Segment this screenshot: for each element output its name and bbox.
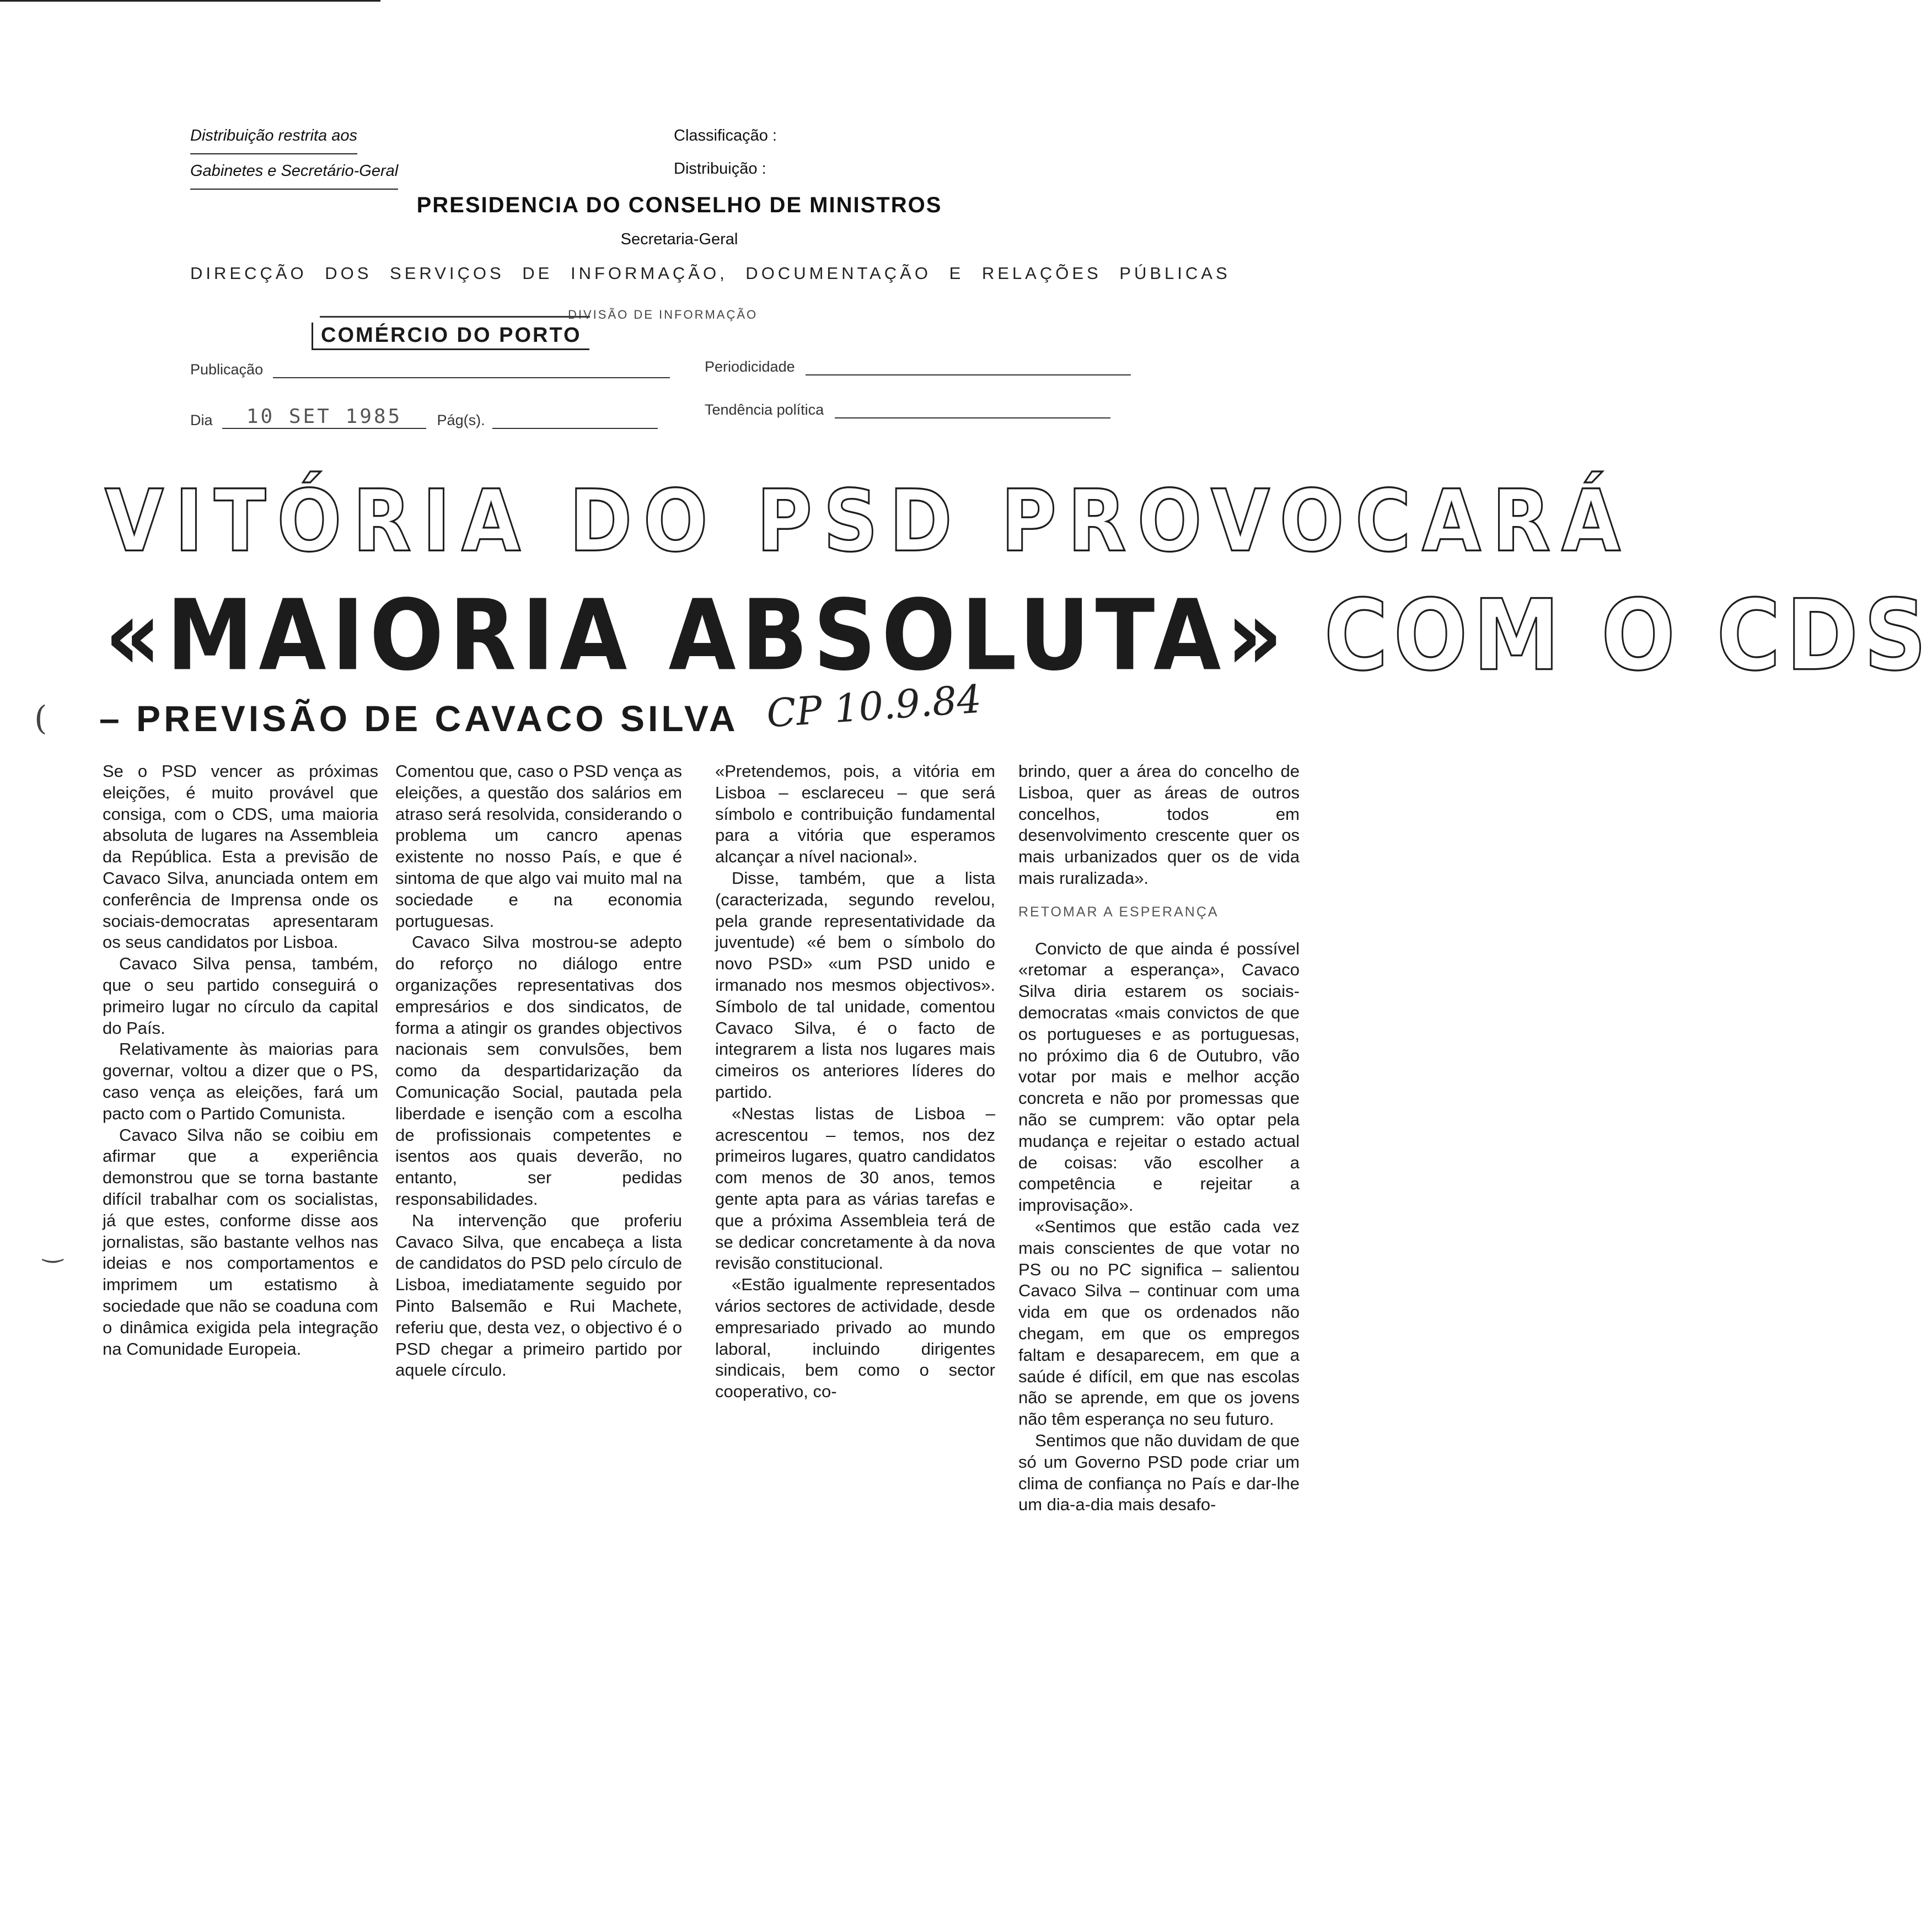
- periodicidade-field: [705, 358, 1131, 375]
- tendencia-line: [835, 417, 1110, 418]
- paragraph: Comentou que, caso o PSD vença as eleições, a questão dos salários em atraso será resolvida, considerando o problema um cancro apenas existente no nosso País, e que é sintoma de que algo vai muito mal na sociedade e na economia portuguesas.: [395, 761, 682, 931]
- periodicidade-line: [806, 374, 1131, 375]
- distribution-line-2: Gabinetes e Secretário-Geral: [190, 154, 398, 190]
- dia-value: 10 SET 1985: [246, 405, 402, 428]
- paragraph: Relativamente às maiorias para governar, voltou a dizer que o PS, caso vença as eleições, fará um pacto com o Partido Comunista.: [103, 1039, 378, 1123]
- divisao-label: DIVISÃO DE INFORMAÇÃO: [568, 308, 758, 321]
- handwritten-note: CP 10.9.84: [765, 676, 983, 737]
- top-border-line: [0, 0, 380, 2]
- tendencia-field: [705, 401, 1110, 418]
- headline-line-2-bold: «MAIORIA ABSOLUTA»: [105, 579, 1289, 693]
- divider: [320, 316, 590, 318]
- pags-label: Pág(s).: [437, 412, 485, 428]
- classification-block: [674, 119, 777, 185]
- paragraph: Na intervenção que proferiu Cavaco Silva, que encabeça a lista de candidatos do PSD pelo círculo de Lisboa, imediatamente seguido por Pinto Balsemão e Rui Machete, referiu que, desta vez, o objectivo é o PSD chegar a primeiro partido por aquele círculo.: [395, 1210, 682, 1380]
- paragraph: Cavaco Silva mostrou-se adepto do reforço no diálogo entre organizações representativas dos empresários e dos sindicatos, de forma a atingir os grandes objectivos nacionais sem convulsões, bem como da despartidarização da Comunicação Social, pautada pela liberdade e isenção com a escolha de profissionais competentes e isentos aos quais deverão, no entanto, ser pedidas responsabilidades.: [395, 932, 682, 1209]
- paragraph: brindo, quer a área do concelho de Lisboa, quer as áreas de outros concelhos, todos em desenvolvimento crescente quer os mais urbanizados quer os de vida mais ruralizada».: [1018, 761, 1300, 888]
- section-subheading: RETOMAR A ESPERANÇA: [1018, 904, 1219, 920]
- headline-line-3: – PREVISÃO DE CAVACO SILVA: [99, 698, 739, 739]
- paragraph: «Pretendemos, pois, a vitória em Lisboa – esclareceu – que será símbolo e contribuição fundamental para a vitória que esperamos alcançar a nível nacional».: [715, 761, 995, 867]
- paragraph: Cavaco Silva não se coibiu em afirmar que a experiência demonstrou que se torna bastante difícil trabalhar com os socialistas, já que estes, conforme disse aos jornalistas, são bastante velhos nas ideias e nos comportamentos e imprimem um estatismo à sociedade que não se coaduna com o dinâmica exigida pela integração na Comunidade Europeia.: [103, 1125, 378, 1359]
- pags-line: [492, 428, 658, 429]
- article-column-2: [395, 761, 682, 1381]
- dia-line: [222, 405, 426, 429]
- article-column-1: [103, 761, 378, 1360]
- paragraph: Convicto de que ainda é possível «retomar a esperança», Cavaco Silva diria estarem os sociais-democratas «mais convictos de que os portugueses e as portuguesas, no próximo dia 6 de Outubro, vão votar por mais e melhor acção concreta e não por promessas que não se cumprem: vão optar pela mudança e rejeitar o estado actual de coisas: vão escolher a competência e rejeitar a improvisação».: [1018, 938, 1300, 1215]
- paragraph: Cavaco Silva pensa, também, que o seu partido conseguirá o primeiro lugar no círculo da capital do País.: [103, 954, 378, 1038]
- paragraph: Se o PSD vencer as próximas eleições, é muito provável que consiga, com o CDS, uma maioria absoluta de lugares na Assembleia da República. Esta a previsão de Cavaco Silva, anunciada ontem em conferência de Imprensa onde os sociais-democratas apresentaram os seus candidatos por Lisboa.: [103, 761, 378, 952]
- publicacao-field: [190, 361, 670, 378]
- article-column-3: [715, 761, 995, 1403]
- headline-line-2-light: COM O CDS: [1288, 579, 1932, 693]
- direccao-heading: DIRECÇÃO DOS SERVIÇOS DE INFORMAÇÃO, DOCUMENTAÇÃO E RELAÇÕES PÚBLICAS: [190, 264, 1231, 283]
- publicacao-line: [273, 377, 670, 378]
- paragraph: «Sentimos que estão cada vez mais conscientes de que votar no PS ou no PC significa – salientou Cavaco Silva – continuar com uma vida em que os ordenados não chegam, em que os empregos faltam e desaparecem, em que a saúde é difícil, em que nas escolas não se aprende, em que os jovens não têm esperança no seu futuro.: [1018, 1216, 1300, 1429]
- secretaria-subtitle: Secretaria-Geral: [620, 230, 738, 248]
- page-title: PRESIDENCIA DO CONSELHO DE MINISTROS: [416, 193, 942, 217]
- publication-stamp: COMÉRCIO DO PORTO: [312, 323, 589, 350]
- distribuicao-label: Distribuição :: [674, 160, 766, 178]
- periodicidade-label: Periodicidade: [705, 358, 795, 375]
- tendencia-label: Tendência política: [705, 401, 824, 418]
- paragraph: Disse, também, que a lista (caracterizada, segundo revelou, pela grande representatividade da juventude) «é bem o símbolo do novo PSD» «um PSD unido e irmanado nos mesmos objectivos». Símbolo de tal unidade, comentou Cavaco Silva, é o facto de integrarem a lista nos lugares mais cimeiros os anteriores líderes do partido.: [715, 868, 995, 1102]
- classificacao-label: Classificação :: [674, 127, 777, 144]
- dia-label: Dia: [190, 412, 213, 428]
- headline-line-2: [105, 579, 1932, 693]
- distribution-line-1: Distribuição restrita aos: [190, 119, 357, 154]
- article-column-4: [1018, 761, 1300, 1516]
- paragraph: «Estão igualmente representados vários sectores de actividade, desde empresariado privado ao mundo laboral, incluindo dirigentes sindicais, bem como o sector cooperativo, co-: [715, 1275, 995, 1402]
- paragraph: «Nestas listas de Lisboa – acrescentou – temos, nos dez primeiros lugares, quatro candidatos com menos de 30 anos, temos gente apta para as várias tarefas e que a próxima Assembleia terá de se dedicar concretamente à da nova revisão constitucional.: [715, 1103, 995, 1273]
- publicacao-label: Publicação: [190, 361, 264, 378]
- dia-field: [190, 405, 658, 429]
- margin-mark: ‿: [43, 1235, 63, 1263]
- distribution-note: [190, 119, 398, 190]
- headline-line-1: VITÓRIA DO PSD PROVOCARÁ: [105, 471, 1632, 571]
- margin-mark: (: [34, 699, 47, 738]
- paragraph: Sentimos que não duvidam de que só um Governo PSD pode criar um clima de confiança no País e dar-lhe um dia-a-dia mais desafo-: [1018, 1430, 1300, 1515]
